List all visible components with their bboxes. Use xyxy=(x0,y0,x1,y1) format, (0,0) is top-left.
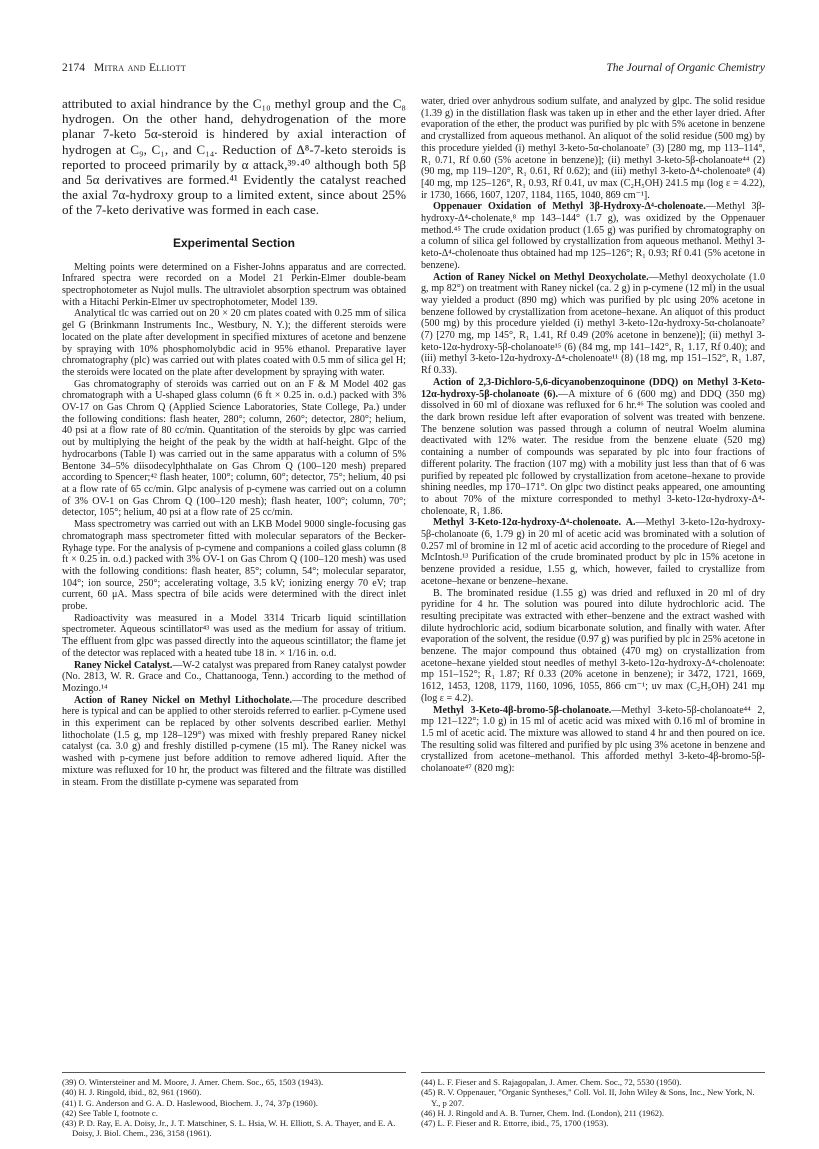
footnote: (44) L. F. Fieser and S. Rajagopalan, J. Amer. Chem. Soc., 72, 5530 (1950). xyxy=(421,1077,682,1087)
footnote: (40) H. J. Ringold, ibid., 82, 961 (1960). xyxy=(62,1087,202,1098)
footnote: (42) See Table I, footnote c. xyxy=(62,1107,158,1118)
body-paragraph: water, dried over anhydrous sodium sulfate, and analyzed by glpc. The solid residue (1.39 g) in the distillation flask was taken up in ether and the ether layer dried. After evaporation of the ether, the product was purified by plc with 5% acetone in benzene and crystallized from aqueous methanol. An aliquot of the solid residue (500 mg) by this procedure yielded (i) methyl 3-keto-5α-cholanoate⁷ (3) [280 mg, mp 113–114°, R₁ 0.71, Rf 0.60 (5% acetone in benzene)]; (ii) methyl 3-keto-5β-cholanoate⁴⁴ (2) (90 mg, mp 119–120°, R₁ 0.61, Rf 0.62); and (iii) methyl 3-keto-Δ⁴-cholenoate⁸ (4) [40 mg, mp 125–126°, R₁ 0.93, Rf 0.41, uv max (C₂H₅OH) 241.5 mμ (log ε = 4.22), ir 1730, 1666, 1607, 1207, 1184, 1165, 1040, 869 cm⁻¹]. xyxy=(421,96,765,201)
paragraph-text: —Methyl 3-keto-12α-hydroxy-5β-cholanoate (6, 1.79 g) in 20 ml of acetic acid was brominated with a solution of 0.257 ml of bromine in 12 ml of acetic acid according to the procedure of Riegel and McIntosh.¹³ Purification of the crude brominated product by plc in 15% acetone in benzene provided a residue, 1.55 g, which, however, failed to crystallize from acetone–hexane or benzene–hexane. xyxy=(421,517,765,587)
body-paragraph xyxy=(421,201,765,271)
paragraph-text: —Methyl 3β-hydroxy-Δ⁴-cholenate,⁸ mp 143–144° (1.7 g), was oxidized by the Oppenauer method.⁴⁵ The crude oxidation product (1.65 g) was purified by chromatography on a column of silica gel followed by crystallization from aqueous methanol. Methyl 3-keto-Δ⁴-cholenoate thus obtained had mp 125–126°; R₁ 0.93; Rf 0.41 (5% acetone in benzene). xyxy=(421,201,765,271)
run-in-heading: Action of Raney Nickel on Methyl Lithocholate. xyxy=(74,694,292,706)
footnotes-left xyxy=(62,1072,406,1139)
run-in-heading: Methyl 3-Keto-12α-hydroxy-Δ⁴-cholenoate. A. xyxy=(433,517,636,529)
paragraph-text: —Methyl deoxycholate (1.0 g, mp 82°) on treatment with Raney nickel (ca. 2 g) in p-cymene (12 ml) in the usual way yielded a product (890 mg) which was purified by plc using 20% acetone in benzene followed by crystallization from acetone–hexane. An aliquot of this product (500 mg) by this procedure yielded (i) methyl 3-keto-12α-hydroxy-5α-cholanoate⁷ (7) [270 mg, mp 145°, R₁ 1.41, Rf 0.49 (20% acetone in benzene)]; (ii) methyl 3-keto-12α-hydroxy-5β-cholanoate¹⁵ (6) (84 mg, mp 141–142°, R₁ 1.17, Rf 0.40); and (iii) methyl 3-keto-12α-hydroxy-Δ⁴-cholenoate¹¹ (8) (18 mg, mp 151–152°, R₁ 1.87, Rf 0.33). xyxy=(421,271,765,377)
body-paragraph xyxy=(62,660,406,695)
running-authors: Mitra and Elliott xyxy=(94,62,187,74)
body-paragraph: Radioactivity was measured in a Model 3314 Tricarb liquid scintillation spectrometer. Aqueous scintillator⁴³ was used as the medium for assay of tritium. The effluent from glpc was passed directly into the aqueous scintillator; the flame jet of the detector was replaced with a heated tube 18 in. × 1/16 in. o.d. xyxy=(62,612,406,659)
body-paragraph: B. The brominated residue (1.55 g) was dried and refluxed in 20 ml of dry pyridine for 4 hr. The solution was poured into dilute hydrochloric acid. The resulting precipitate was extracted with ether–benzene and the extract washed with dilute hydrochloric acid, sodium bicarbonate solution, and finally with water. After evaporation of the solvent, the residue (0.97 g) was purified by plc in 25% acetone in benzene. The major compound thus obtained (470 mg) on crystallization from acetone–hexane yielded stout needles of methyl 3-keto-12α-hydroxy-Δ⁴-cholenoate: mp 151–152°; R₁ 1.87; Rf 0.33 (20% acetone in benzene); ir 3472, 1721, 1669, 1612, 1453, 1208, 1179, 1160, 1096, 1055, 866 cm⁻¹; uv max (C₂H₅OH) 241 mμ (log ε = 4.2). xyxy=(421,587,765,704)
intro-paragraph: attributed to axial hindrance by the C₁₀ methyl group and the C₈ hydrogen. On the other hand, dehydrogenation of the more planar 7-keto 5α-steroid is hindered by axial interaction of hydrogen at C₉, C₁, and C₁₄. Reduction of Δ⁸-7-keto steroids is reported to proceed primarily by α attack,³⁹·⁴⁰ although both 5β and 5α derivatives are formed.⁴¹ Evidently the catalyst reached the axial 7α-hydroxy group to a limited extent, since about 25% of the 7-keto derivative was formed in each case. xyxy=(62,96,406,218)
body-paragraph xyxy=(62,695,406,789)
body-paragraph: Mass spectrometry was carried out with an LKB Model 9000 single-focusing gas chromatograph mass spectrometer fitted with molecular separators of the Becker-Ryhage type. For the analysis of p-cymene and companions a coiled glass column (8 ft × 0.25 in. o.d.) packed with 3% OV-1 on Gas Chrom Q (100–120 mesh) was used with the following conditions: flash heater, 85°; column, 54°; molecular separator, 104°; ion source, 250°; accelerating voltage, 3.5 kV; ionizing energy 70 eV; trap current, 60 μA. Mass spectra of bile acids were determined with the direct inlet probe. xyxy=(62,519,406,613)
body-paragraph: Gas chromatography of steroids was carried out on an F & M Model 402 gas chromatograph with a U-shaped glass column (6 ft × 0.25 in. o.d.) packed with 3% OV-17 on Gas Chrom Q (Applied Science Laboratories, State College, Pa.) under the following conditions: flash heater, 280°; column, 260°; detector, 280°; helium, 40 psi at a flow rate of 80 cc/min. Quantitation of the steroids by glpc was carried out by multiplying the height of the peak by the width at half-height. Glpc of the hydrocarbons (Table I) was carried out in the same apparatus with a column of 5% Bentone 34–5% diisodecylphthalate on Gas Chrom Q (100–120 mesh) prepared according to Spencer;⁴² flash heater, 100°; column, 60°; detector, 75°; helium, 40 psi at a flow rate of 65 cc/min. Glpc analysis of p-cymene was carried out on a column of 3% OV-1 on Gas Chrom Q (100–120 mesh); flash heater, 100°; column, 70°; detector, 105°; helium, 40 psi at a flow rate of 25 cc/min. xyxy=(62,378,406,519)
footnote: (39) O. Wintersteiner and M. Moore, J. Amer. Chem. Soc., 65, 1503 (1943). xyxy=(62,1077,324,1087)
right-column xyxy=(421,96,765,1096)
footnote: (46) H. J. Ringold and A. B. Turner, Chem. Ind. (London), 211 (1962). xyxy=(421,1107,665,1118)
body-paragraph: Analytical tlc was carried out on 20 × 20 cm plates coated with 0.25 mm of silica gel G (Brinkmann Instruments Inc., Westbury, N. Y.); the different steroids were located on the plate after development in specified mixtures of acetone and benzene by spraying with 10% phosphomolybdic acid in 95% ethanol. Preparative layer chromatography (plc) was carried out with plates coated with 0.5 mm of silica gel H; the steroids were located on the plate after development by spraying with water. xyxy=(62,308,406,378)
run-in-heading: Action of Raney Nickel on Methyl Deoxycholate. xyxy=(433,271,649,283)
journal-page xyxy=(62,62,765,1139)
footnote: (47) L. F. Fieser and R. Ettorre, ibid., 75, 1700 (1953). xyxy=(421,1118,609,1129)
page-number: 2174 xyxy=(62,62,85,74)
paragraph-text: —W-2 catalyst was prepared from Raney catalyst powder (No. 2813, W. R. Grace and Co., Chattanooga, Tenn.) according to the method of Mozingo.¹⁴ xyxy=(62,659,406,694)
run-in-heading: Action of 2,3-Dichloro-5,6-dicyanobenzoquinone (DDQ) on Methyl 3-Keto-12α-hydroxy-5β-cholanoate (6). xyxy=(421,376,765,400)
paragraph-text: —The procedure described here is typical and can be applied to other steroids referred to earlier. p-Cymene used in this experiment can be replaced by other solvents described earlier. Methyl lithocholate (1.5 g, mp 128–129°) was mixed with freshly prepared Raney nickel catalyst (ca. 3.0 g) and freshly distilled p-cymene (15 ml). The Raney nickel was washed with p-cymene just before addition to remove adhered liquid. After the mixture was refluxed for 10 hr, the product was filtered and the filtrate was distilled in steam. From the distillate p-cymene was separated from xyxy=(62,694,406,788)
section-title: Experimental Section xyxy=(172,235,296,250)
body-paragraph xyxy=(421,377,765,517)
body-paragraph xyxy=(421,272,765,377)
body-paragraph xyxy=(421,517,765,587)
body-paragraph: Melting points were determined on a Fisher-Johns apparatus and are corrected. Infrared spectra were recorded on a Model 21 Perkin-Elmer double-beam spectrophotometer as Nujol mulls. The ultraviolet absorption spectrum was obtained with a Hitachi Perkin-Elmer uv spectrophotometer, Model 139. xyxy=(62,261,406,308)
paragraph-text: —A mixture of 6 (600 mg) and DDQ (350 mg) dissolved in 60 ml of dioxane was refluxed for 6 hr.⁴⁶ The solution was cooled and the dark brown residue left after evaporation of solvent was treated with benzene. The benzene solution was passed through a column of neutral Woelm alumina deactivated with 12% water. The residue from the benzene eluate (520 mg) containing a number of compounds was separated by plc into four fractions of different polarity. The fraction (107 mg) with a mobility just less than that of 6 was purified by repeated plc followed by crystallization from acetone–hexane to provide shining needles, mp 170–171°. On glpc two distinct peaks appeared, one amounting to about 70% of the mixture corresponded to methyl 3-keto-12α-hydroxy-Δ⁴-cholenoate, R₁ 1.86. xyxy=(421,388,765,517)
body-paragraph xyxy=(421,705,765,775)
footnote: (45) R. V. Oppenauer, "Organic Syntheses," Coll. Vol. II, John Wiley & Sons, Inc., New York, N. Y., p 207. xyxy=(421,1087,755,1108)
footnote: (41) I. G. Anderson and G. A. D. Haslewood, Biochem. J., 74, 37p (1960). xyxy=(62,1097,318,1108)
footnotes-right xyxy=(421,1072,765,1128)
running-header xyxy=(62,62,765,80)
run-in-heading: Oppenauer Oxidation of Methyl 3β-Hydroxy-Δ⁴-cholenoate. xyxy=(433,201,706,213)
footnote: (43) P. D. Ray, E. A. Doisy, Jr., J. T. Matschiner, S. L. Hsia, W. H. Elliott, S. A. Thayer, and E. A. Doisy, J. Biol. Chem., 236, 3158 (1961). xyxy=(62,1118,396,1139)
run-in-heading: Methyl 3-Keto-4β-bromo-5β-cholanoate. xyxy=(433,704,612,716)
paragraph-text: —Methyl 3-keto-5β-cholanoate⁴⁴ 2, mp 121–122°; 1.0 g) in 15 ml of acetic acid was mixed with 0.16 ml of bromine in 1.5 ml of acetic acid. The mixture was allowed to stand 4 hr and then poured on ice. The resulting solid was filtered and purified by plc using 3% acetone in benzene and crystallized from acetone–methanol. This afforded methyl 3-keto-4β-bromo-5β-cholanoate⁴⁷ (820 mg): xyxy=(421,704,765,775)
journal-title: The Journal of Organic Chemistry xyxy=(606,62,765,74)
left-column xyxy=(62,96,406,1096)
run-in-heading: Raney Nickel Catalyst. xyxy=(74,659,173,671)
